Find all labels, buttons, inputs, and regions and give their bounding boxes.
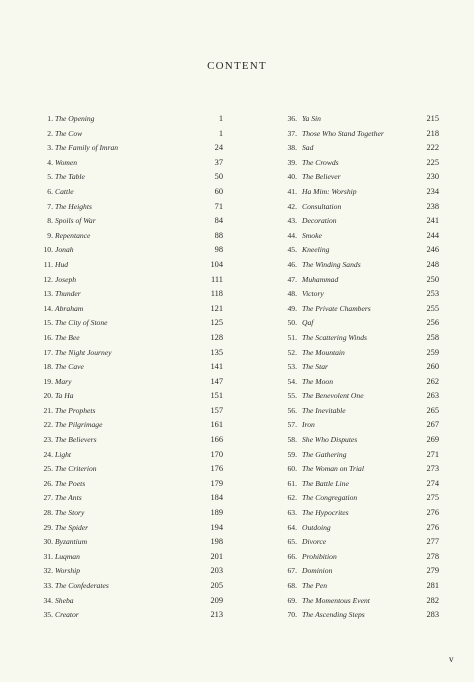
chapter-title: The Benevolent One — [302, 391, 364, 401]
toc-entry — [34, 375, 224, 390]
toc-entry — [34, 112, 224, 127]
page-title: CONTENT — [207, 60, 267, 72]
chapter-title: Worship — [55, 566, 81, 576]
toc-entry — [285, 156, 474, 171]
toc-entry — [285, 302, 474, 317]
chapter-page: 238 — [426, 201, 439, 211]
chapter-page: 244 — [426, 230, 439, 240]
toc-entry — [34, 331, 224, 346]
chapter-number: 62. — [287, 493, 297, 503]
chapter-page: 170 — [210, 449, 223, 459]
chapter-page: 281 — [426, 581, 439, 590]
toc-entry — [285, 316, 474, 331]
chapter-number: 41. — [287, 186, 297, 196]
toc-entry — [34, 477, 224, 492]
chapter-page: 260 — [426, 362, 439, 372]
chapter-number: 65. — [287, 537, 297, 547]
toc-entry — [34, 404, 224, 419]
toc-entry — [34, 156, 224, 171]
chapter-title: Muhammad — [302, 274, 339, 284]
chapter-title: Luqman — [55, 551, 80, 561]
chapter-page: 213 — [210, 610, 223, 620]
toc-entry — [285, 564, 474, 579]
chapter-page: 157 — [210, 405, 223, 415]
chapter-title: The Prophets — [55, 405, 96, 415]
chapter-page: 276 — [426, 508, 439, 518]
toc-entry — [285, 535, 474, 550]
chapter-title: Prohibition — [302, 551, 337, 561]
chapter-title: Victory — [302, 289, 324, 299]
toc-entry — [34, 448, 224, 463]
chapter-page: 263 — [426, 391, 439, 401]
toc-entry — [34, 389, 224, 404]
chapter-number: 6. — [47, 186, 53, 196]
chapter-title: The Heights — [55, 201, 92, 211]
toc-entry — [285, 258, 474, 273]
chapter-number: 29. — [43, 522, 53, 532]
toc-entry — [34, 287, 224, 302]
toc-entry — [285, 346, 474, 361]
chapter-number: 57. — [287, 420, 297, 430]
chapter-title: The City of Stone — [55, 318, 108, 328]
chapter-number: 24. — [43, 449, 53, 459]
chapter-title: Kneeling — [302, 245, 330, 255]
chapter-title: The Star — [302, 362, 328, 372]
chapter-number: 1. — [47, 114, 53, 123]
toc-entry — [285, 360, 474, 375]
chapter-title: The Story — [55, 508, 85, 518]
chapter-page: 282 — [426, 595, 439, 605]
chapter-page: 255 — [426, 303, 439, 313]
toc-entry — [285, 521, 474, 536]
toc-entry — [285, 448, 474, 463]
chapter-page: 275 — [426, 493, 439, 503]
toc-entry — [285, 170, 474, 185]
chapter-number: 40. — [287, 172, 297, 182]
chapter-number: 7. — [47, 201, 53, 211]
chapter-page: 274 — [426, 478, 439, 488]
toc-entry — [34, 550, 224, 565]
chapter-page: 222 — [426, 143, 439, 153]
chapter-number: 46. — [287, 259, 297, 269]
chapter-number: 3. — [47, 143, 53, 153]
chapter-page: 24 — [214, 143, 223, 153]
chapter-title: Mary — [55, 376, 72, 386]
chapter-number: 51. — [287, 332, 297, 342]
toc-entry — [34, 491, 224, 506]
chapter-title: Spoils of War — [55, 216, 96, 226]
toc-entry — [34, 594, 224, 609]
chapter-title: Sheba — [55, 595, 74, 605]
toc-entry — [34, 535, 224, 550]
toc-entry — [285, 273, 474, 288]
chapter-page: 279 — [426, 566, 439, 576]
chapter-page: 246 — [426, 245, 439, 255]
chapter-page: 248 — [426, 259, 439, 269]
chapter-page: 189 — [210, 508, 223, 518]
toc-left-column — [34, 112, 224, 623]
chapter-title: Abraham — [55, 303, 84, 313]
chapter-page: 201 — [210, 551, 223, 561]
chapter-title: The Night Journey — [55, 347, 112, 357]
chapter-page: 118 — [210, 289, 223, 299]
chapter-title: She Who Disputes — [302, 435, 358, 445]
chapter-number: 4. — [47, 157, 53, 167]
chapter-number: 58. — [287, 435, 297, 445]
chapter-number: 9. — [47, 230, 53, 240]
chapter-number: 33. — [43, 581, 53, 590]
toc-entry — [34, 360, 224, 375]
chapter-page: 184 — [210, 493, 223, 503]
chapter-title: Jonah — [55, 245, 74, 255]
chapter-number: 47. — [287, 274, 297, 284]
chapter-page: 128 — [210, 332, 223, 342]
chapter-number: 19. — [43, 376, 53, 386]
chapter-title: The Poets — [55, 478, 86, 488]
toc-entry — [34, 185, 224, 200]
chapter-title: The Cow — [55, 128, 83, 138]
toc-entry — [285, 506, 474, 521]
chapter-number: 69. — [287, 595, 297, 605]
toc-entry — [34, 229, 224, 244]
chapter-number: 53. — [287, 362, 297, 372]
chapter-title: The Ants — [55, 493, 82, 503]
chapter-title: Consultation — [302, 201, 342, 211]
toc-entry — [285, 404, 474, 419]
chapter-number: 49. — [287, 303, 297, 313]
toc-entry — [34, 243, 224, 258]
toc-entry — [285, 418, 474, 433]
toc-entry — [285, 375, 474, 390]
toc-entry — [34, 273, 224, 288]
chapter-number: 25. — [43, 464, 53, 474]
chapter-title: Sad — [302, 143, 314, 153]
chapter-number: 31. — [43, 551, 53, 561]
toc-entry — [34, 506, 224, 521]
chapter-page: 225 — [426, 157, 439, 167]
chapter-page: 147 — [210, 376, 223, 386]
chapter-page: 179 — [210, 478, 223, 488]
chapter-title: Byzantium — [55, 537, 88, 547]
chapter-title: The Pen — [302, 581, 328, 590]
toc-entry — [285, 477, 474, 492]
chapter-number: 15. — [43, 318, 53, 328]
chapter-page: 141 — [210, 362, 223, 372]
chapter-page: 259 — [426, 347, 439, 357]
chapter-title: The Cave — [55, 362, 84, 372]
chapter-page: 37 — [214, 157, 223, 167]
chapter-title: The Criterion — [55, 464, 97, 474]
chapter-title: Divorce — [302, 537, 327, 547]
chapter-title: The Gathering — [302, 449, 347, 459]
toc-entry — [34, 141, 224, 156]
chapter-title: The Opening — [55, 114, 95, 123]
chapter-page: 1 — [218, 128, 223, 138]
chapter-page: 1 — [218, 114, 223, 123]
chapter-number: 52. — [287, 347, 297, 357]
chapter-title: The Mountain — [302, 347, 345, 357]
chapter-page: 283 — [426, 610, 439, 620]
chapter-title: Dominion — [302, 566, 333, 576]
chapter-number: 44. — [287, 230, 297, 240]
chapter-number: 34. — [43, 595, 53, 605]
chapter-page: 256 — [426, 318, 439, 328]
chapter-page: 71 — [214, 201, 223, 211]
chapter-number: 38. — [287, 143, 297, 153]
toc-entry — [285, 579, 474, 594]
chapter-title: The Scattering Winds — [302, 332, 367, 342]
chapter-page: 125 — [210, 318, 223, 328]
chapter-number: 17. — [43, 347, 53, 357]
chapter-title: Qaf — [302, 318, 314, 328]
chapter-number: 26. — [43, 478, 53, 488]
page-number: v — [449, 654, 454, 664]
chapter-title: The Confederates — [55, 581, 109, 590]
chapter-title: Ta Ha — [55, 391, 74, 401]
chapter-number: 63. — [287, 508, 297, 518]
chapter-page: 60 — [214, 186, 223, 196]
toc-entry — [285, 331, 474, 346]
chapter-page: 203 — [210, 566, 223, 576]
chapter-title: Iron — [302, 420, 315, 430]
chapter-title: Women — [55, 157, 78, 167]
chapter-page: 194 — [210, 522, 223, 532]
chapter-number: 68. — [287, 581, 297, 590]
chapter-number: 20. — [43, 391, 53, 401]
chapter-number: 13. — [43, 289, 53, 299]
chapter-page: 265 — [426, 405, 439, 415]
chapter-number: 70. — [287, 610, 297, 620]
toc-entry — [34, 316, 224, 331]
toc-entry — [285, 287, 474, 302]
toc-right-column — [285, 112, 474, 623]
chapter-page: 98 — [214, 245, 223, 255]
toc-entry — [285, 462, 474, 477]
chapter-page: 258 — [426, 332, 439, 342]
chapter-number: 23. — [43, 435, 53, 445]
toc-entry — [285, 214, 474, 229]
chapter-number: 43. — [287, 216, 297, 226]
toc-entry — [34, 521, 224, 536]
chapter-number: 42. — [287, 201, 297, 211]
chapter-page: 250 — [426, 274, 439, 284]
chapter-page: 135 — [210, 347, 223, 357]
toc-entry — [285, 229, 474, 244]
toc-entry — [285, 112, 474, 127]
toc-entry — [34, 608, 224, 623]
chapter-title: Cattle — [55, 186, 74, 196]
chapter-title: Ya Sin — [302, 114, 321, 123]
chapter-title: Ha Mim: Worship — [302, 186, 357, 196]
chapter-page: 253 — [426, 289, 439, 299]
toc-entry — [285, 127, 474, 142]
chapter-page: 176 — [210, 464, 223, 474]
chapter-title: The Battle Line — [302, 478, 349, 488]
chapter-title: The Winding Sands — [302, 259, 361, 269]
chapter-page: 88 — [214, 230, 223, 240]
chapter-title: Hud — [55, 259, 69, 269]
toc-entry — [34, 346, 224, 361]
chapter-page: 198 — [210, 537, 223, 547]
chapter-title: The Table — [55, 172, 85, 182]
toc-entry — [34, 418, 224, 433]
chapter-page: 262 — [426, 376, 439, 386]
chapter-number: 59. — [287, 449, 297, 459]
chapter-title: The Inevitable — [302, 405, 346, 415]
chapter-number: 67. — [287, 566, 297, 576]
chapter-page: 205 — [210, 581, 223, 590]
chapter-title: The Crowds — [302, 157, 339, 167]
toc-entry — [34, 433, 224, 448]
chapter-title: The Moon — [302, 376, 334, 386]
chapter-title: The Momentous Event — [302, 595, 370, 605]
chapter-title: Smoke — [302, 230, 322, 240]
toc-entry — [34, 214, 224, 229]
toc-entry — [285, 433, 474, 448]
chapter-title: Decoration — [302, 216, 337, 226]
toc-entry — [285, 389, 474, 404]
chapter-number: 56. — [287, 405, 297, 415]
toc-entry — [285, 200, 474, 215]
toc-entry — [285, 243, 474, 258]
chapter-page: 230 — [426, 172, 439, 182]
chapter-title: The Ascending Steps — [302, 610, 365, 620]
chapter-number: 30. — [43, 537, 53, 547]
chapter-page: 267 — [426, 420, 439, 430]
chapter-number: 18. — [43, 362, 53, 372]
chapter-number: 64. — [287, 522, 297, 532]
chapter-number: 14. — [43, 303, 53, 313]
chapter-number: 37. — [287, 128, 297, 138]
chapter-number: 8. — [47, 216, 53, 226]
chapter-page: 241 — [426, 216, 439, 226]
chapter-page: 111 — [211, 274, 223, 284]
chapter-page: 151 — [210, 391, 223, 401]
toc-entry — [285, 608, 474, 623]
chapter-page: 271 — [426, 449, 439, 459]
chapter-title: The Family of Imran — [55, 143, 119, 153]
chapter-number: 55. — [287, 391, 297, 401]
chapter-number: 28. — [43, 508, 53, 518]
toc-entry — [285, 491, 474, 506]
chapter-number: 16. — [43, 332, 53, 342]
chapter-page: 278 — [426, 551, 439, 561]
chapter-title: Joseph — [55, 274, 77, 284]
toc-entry — [34, 302, 224, 317]
chapter-number: 50. — [287, 318, 297, 328]
chapter-page: 50 — [214, 172, 223, 182]
toc-entry — [285, 594, 474, 609]
chapter-title: The Hypocrites — [302, 508, 349, 518]
chapter-number: 35. — [43, 610, 53, 620]
chapter-title: Outdoing — [302, 522, 331, 532]
chapter-page: 209 — [210, 595, 223, 605]
chapter-title: The Private Chambers — [302, 303, 371, 313]
chapter-number: 39. — [287, 157, 297, 167]
toc-entry — [34, 579, 224, 594]
chapter-page: 84 — [214, 216, 223, 226]
chapter-number: 54. — [287, 376, 297, 386]
chapter-title: The Spider — [55, 522, 89, 532]
chapter-number: 21. — [43, 405, 53, 415]
chapter-page: 166 — [210, 435, 223, 445]
toc-entry — [34, 127, 224, 142]
chapter-title: Light — [55, 449, 72, 459]
toc-entry — [34, 200, 224, 215]
chapter-page: 104 — [210, 259, 223, 269]
chapter-number: 60. — [287, 464, 297, 474]
chapter-title: The Believer — [302, 172, 341, 182]
chapter-number: 12. — [43, 274, 53, 284]
chapter-page: 161 — [210, 420, 223, 430]
toc-entry — [285, 550, 474, 565]
toc-entry — [285, 185, 474, 200]
chapter-title: The Woman on Trial — [302, 464, 364, 474]
chapter-number: 5. — [47, 172, 53, 182]
chapter-title: The Pilgrimage — [55, 420, 103, 430]
chapter-number: 48. — [287, 289, 297, 299]
chapter-number: 66. — [287, 551, 297, 561]
toc-entry — [34, 462, 224, 477]
chapter-page: 276 — [426, 522, 439, 532]
chapter-number: 32. — [43, 566, 53, 576]
chapter-page: 273 — [426, 464, 439, 474]
chapter-page: 121 — [210, 303, 223, 313]
chapter-title: Repentance — [55, 230, 91, 240]
chapter-number: 10. — [43, 245, 53, 255]
chapter-title: The Bee — [55, 332, 80, 342]
chapter-number: 2. — [47, 128, 53, 138]
chapter-page: 277 — [426, 537, 439, 547]
chapter-page: 218 — [426, 128, 439, 138]
chapter-page: 215 — [426, 114, 439, 123]
chapter-title: Thunder — [55, 289, 81, 299]
toc-entry — [34, 258, 224, 273]
chapter-title: The Congregation — [302, 493, 358, 503]
chapter-title: Creator — [55, 610, 79, 620]
chapter-number: 36. — [287, 114, 297, 123]
chapter-number: 27. — [43, 493, 53, 503]
chapter-title: Those Who Stand Together — [302, 128, 384, 138]
chapter-page: 269 — [426, 435, 439, 445]
toc-entry — [34, 170, 224, 185]
chapter-number: 11. — [43, 259, 53, 269]
toc-entry — [285, 141, 474, 156]
chapter-number: 61. — [287, 478, 297, 488]
toc-entry — [34, 564, 224, 579]
chapter-title: The Believers — [55, 435, 97, 445]
chapter-page: 234 — [426, 186, 439, 196]
chapter-number: 22. — [43, 420, 53, 430]
chapter-number: 45. — [287, 245, 297, 255]
